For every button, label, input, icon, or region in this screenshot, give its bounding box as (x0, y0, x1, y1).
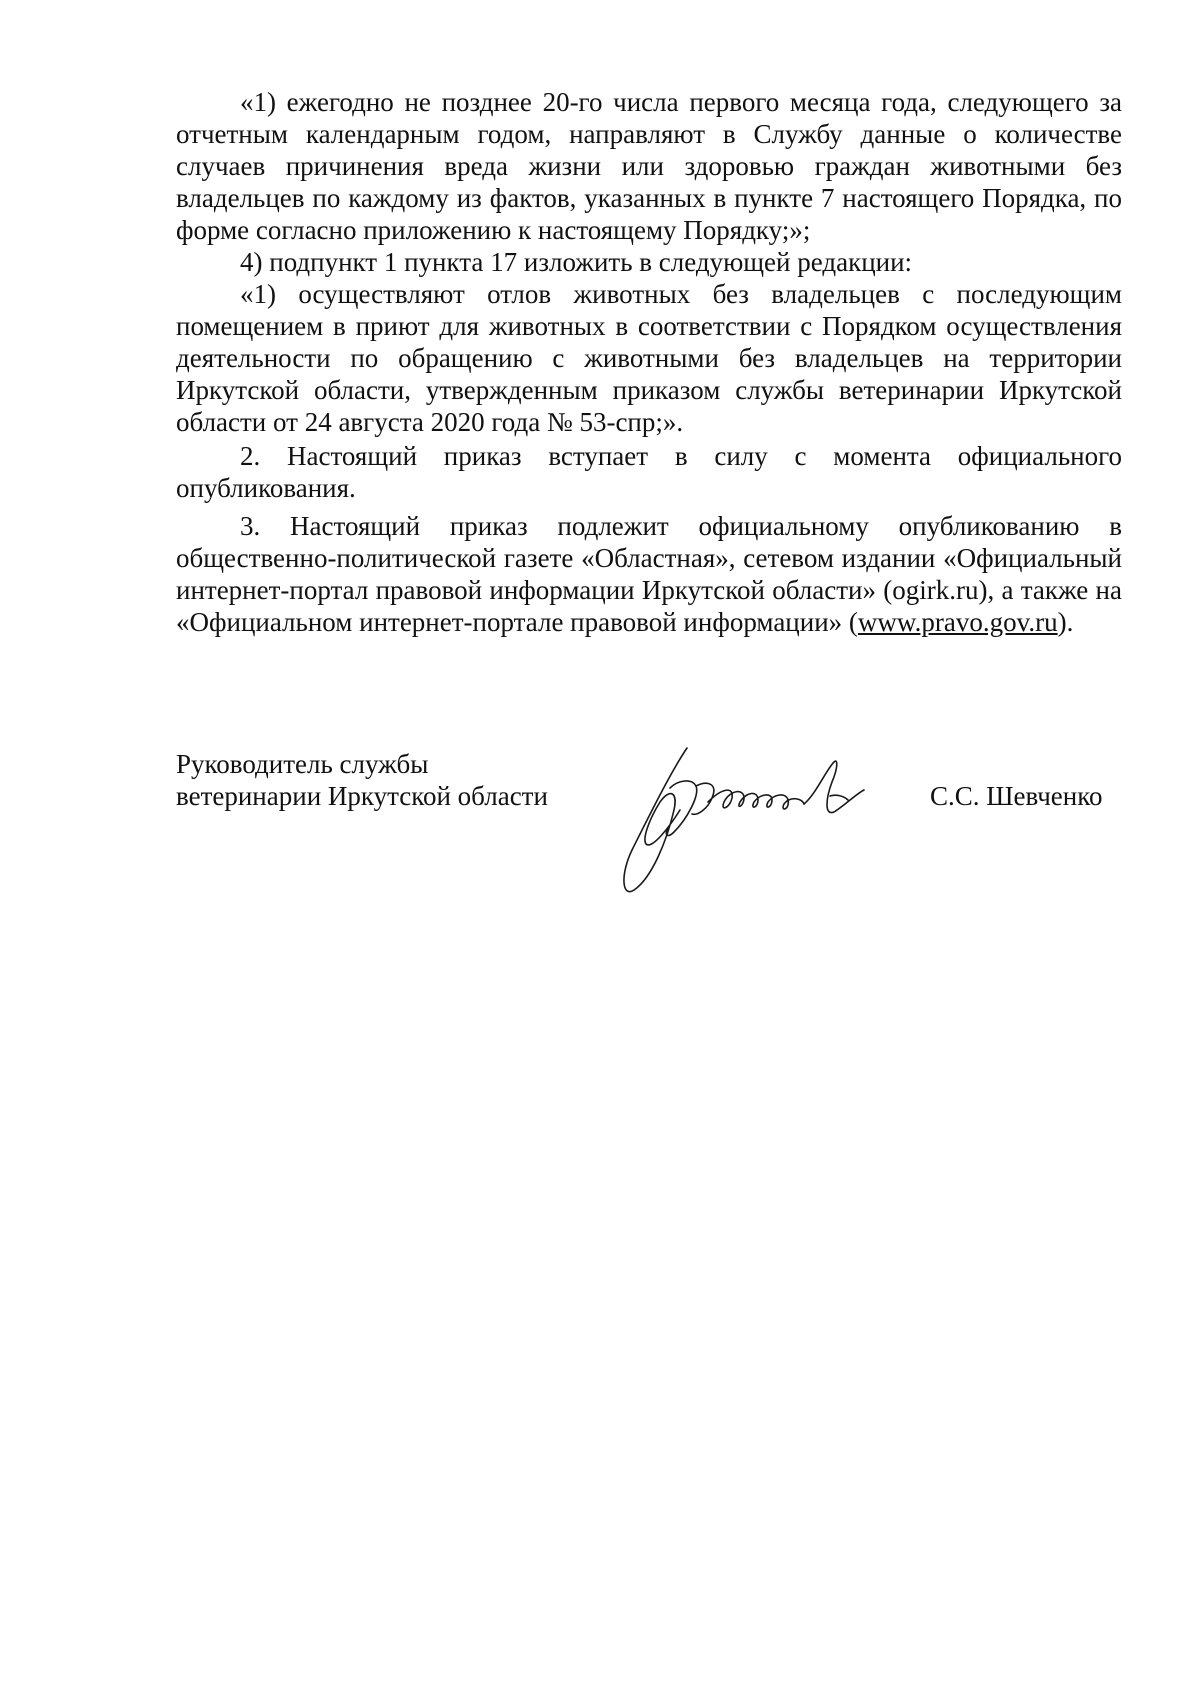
signatory-position-line-2: ветеринарии Иркутской области (176, 781, 548, 811)
document-body (176, 86, 1122, 638)
pravo-gov-link[interactable]: www.pravo.gov.ru (857, 607, 1058, 637)
paragraph-amendment-point-4: 4) подпункт 1 пункта 17 изложить в следующей редакции: (240, 247, 913, 277)
paragraph-subpoint-1-capture: «1) осуществляют отлов животных без владельцев с последующим помещением в приют для животных в соответствии с Порядком осуществления деятельности по обращению с животными без владельцев на территории Иркутской области, утвержденным приказом службы ветеринарии Иркутской области от 24 августа 2020 года № 53-спр;». (176, 279, 1122, 437)
publication-text-end: ). (1057, 607, 1074, 637)
signatory-position (176, 748, 548, 812)
paragraph-subpoint-1-reporting: «1) ежегодно не позднее 20-го числа первого месяца года, следующего за отчетным календарным годом, направляют в Службу данные о количестве случаев причинения вреда жизни или здоровью граждан животными без владельцев по каждому из фактов, указанных в пункте 7 настоящего Порядка, по форме согласно приложению к настоящему Порядку;»; (176, 87, 1122, 245)
signatory-name: С.С. Шевченко (930, 781, 1103, 811)
handwritten-signature (612, 740, 892, 900)
signatory-position-line-1: Руководитель службы (176, 749, 429, 779)
paragraph-publication (176, 510, 1122, 638)
paragraph-entry-into-force: 2. Настоящий приказ вступает в силу с момента официального опубликования. (176, 441, 1122, 503)
publication-text: 3. Настоящий приказ подлежит официальному опубликованию в общественно-политической газете «Областная», сетевом издании «Официальный интернет-портал правовой информации Иркутской области» (ogirk.ru), а также на «Официальном интернет-портале правовой информации» ( (176, 511, 1122, 637)
